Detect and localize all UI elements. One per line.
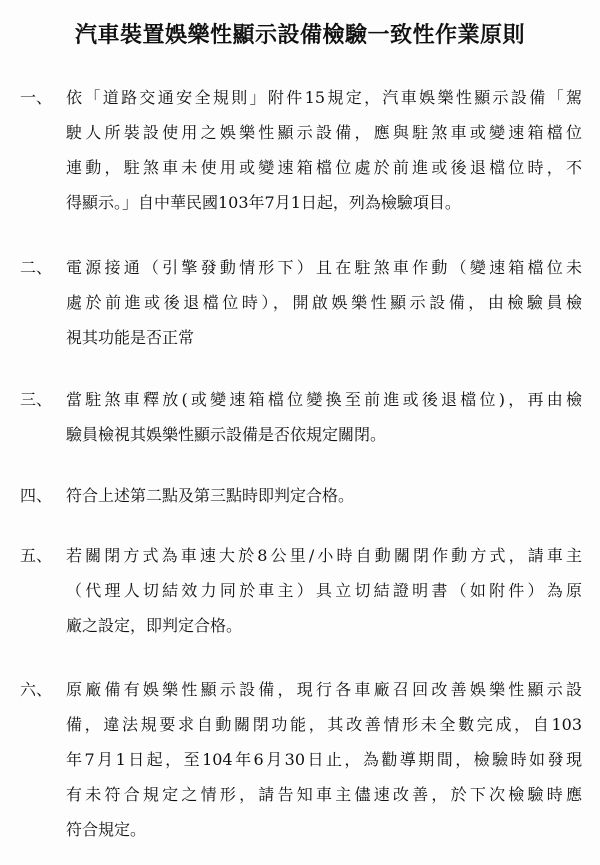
text-line: 視其功能是否正常 [66,328,195,347]
item-number: 一、 [20,88,53,107]
text-line: 駛人所裝設使用之娛樂性顯示設備，應與駐煞車或變速箱檔位 [66,123,582,142]
item-number: 五、 [20,546,53,565]
text-line: 原廠備有娛樂性顯示設備，現行各車廠召回改善娛樂性顯示設 [66,680,582,699]
text-line: 驗員檢視其娛樂性顯示設備是否依規定關閉。 [66,425,387,444]
item-number: 六、 [20,680,53,699]
text-line: 若關閉方式為車速大於8公里/小時自動關閉作動方式，請車主 [66,546,582,565]
item-text [66,540,582,645]
text-line: 依「道路交通安全規則」附件15規定，汽車娛樂性顯示設備「駕 [66,88,582,107]
text-line: （代理人切結效力同於車主）具立切結證明書（如附件）為原 [66,581,582,600]
text-line: 備，違法規要求自動關閉功能，其改善情形未全數完成，自103 [66,715,582,734]
item-text [66,674,582,849]
text-line: 得顯示。」自中華民國103年7月1日起，列為檢驗項目。 [66,193,461,212]
item-text [66,252,582,357]
item-number: 四、 [20,486,53,505]
item-number: 三、 [20,390,53,409]
text-line: 年7月1日起，至104年6月30日止，為勸導期間，檢驗時如發現 [66,750,582,769]
text-line: 符合規定。 [66,820,147,839]
text-line: 處於前進或後退檔位時），開啟娛樂性顯示設備，由檢驗員檢 [66,293,582,312]
item-text [66,82,582,222]
text-line: 廠之設定，即判定合格。 [66,616,243,635]
text-line: 當駐煞車釋放(或變速箱檔位變換至前進或後退檔位)，再由檢 [66,390,582,409]
item-number: 二、 [20,258,53,277]
text-line: 有未符合規定之情形，請告知車主儘速改善，於下次檢驗時應 [66,785,582,804]
document-title: 汽車裝置娛樂性顯示設備檢驗一致性作業原則 [74,22,525,48]
text-line: 符合上述第二點及第三點時即判定合格。 [66,486,355,505]
text-line: 連動，駐煞車未使用或變速箱檔位處於前進或後退檔位時，不 [66,158,582,177]
item-text [66,384,582,454]
text-line: 電源接通（引擎發動情形下）且在駐煞車作動（變速箱檔位未 [66,258,582,277]
item-text [66,480,582,515]
